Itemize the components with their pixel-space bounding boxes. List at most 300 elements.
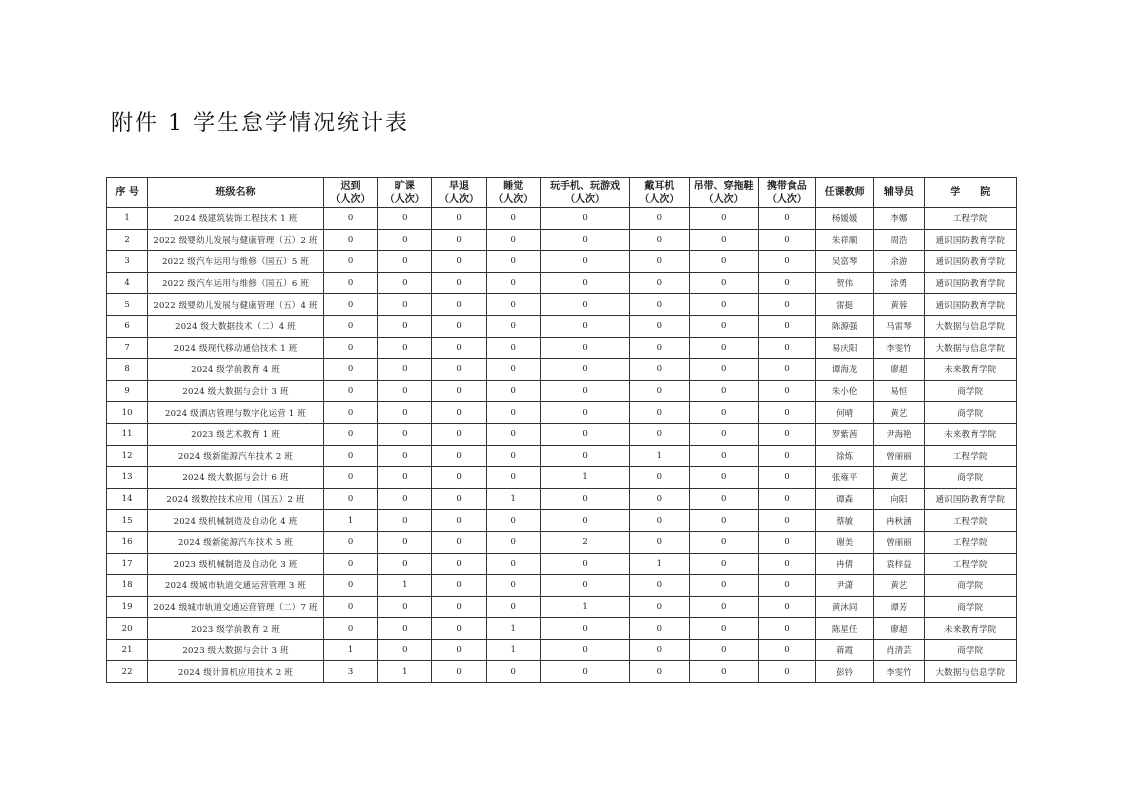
cell-phone-games: 0 <box>540 208 629 230</box>
header-absent <box>378 178 432 208</box>
cell-college: 大数据与信息学院 <box>924 315 1016 337</box>
cell-leave-early: 0 <box>432 380 486 402</box>
cell-late: 0 <box>323 294 377 316</box>
table-row <box>107 229 1017 251</box>
cell-counselor: 黄艺 <box>874 402 924 424</box>
cell-college: 商学院 <box>924 380 1016 402</box>
cell-food: 0 <box>758 423 815 445</box>
cell-leave-early: 0 <box>432 229 486 251</box>
cell-absent: 1 <box>378 661 432 683</box>
table-row <box>107 596 1017 618</box>
cell-earphones: 0 <box>630 272 689 294</box>
cell-seq: 3 <box>107 251 148 273</box>
cell-slippers: 0 <box>689 531 758 553</box>
cell-absent: 0 <box>378 251 432 273</box>
cell-slippers: 0 <box>689 445 758 467</box>
cell-counselor: 马雷琴 <box>874 315 924 337</box>
cell-college: 通识国防教育学院 <box>924 272 1016 294</box>
cell-seq: 16 <box>107 531 148 553</box>
cell-leave-early: 0 <box>432 618 486 640</box>
table-row <box>107 445 1017 467</box>
cell-phone-games: 0 <box>540 272 629 294</box>
cell-college: 通识国防教育学院 <box>924 488 1016 510</box>
cell-sleep: 0 <box>486 272 540 294</box>
cell-sleep: 0 <box>486 510 540 532</box>
table-row <box>107 423 1017 445</box>
cell-slippers: 0 <box>689 618 758 640</box>
header-label: 班级名称 <box>215 187 256 198</box>
cell-class-name: 2024 级新能源汽车技术 2 班 <box>148 445 324 467</box>
header-label: 辅导员 <box>883 187 914 198</box>
cell-slippers: 0 <box>689 510 758 532</box>
cell-teacher: 陈源强 <box>816 315 874 337</box>
cell-late: 0 <box>323 272 377 294</box>
cell-slippers: 0 <box>689 575 758 597</box>
cell-seq: 6 <box>107 315 148 337</box>
cell-phone-games: 0 <box>540 510 629 532</box>
cell-absent: 0 <box>378 510 432 532</box>
cell-slippers: 0 <box>689 423 758 445</box>
cell-earphones: 0 <box>630 467 689 489</box>
cell-leave-early: 0 <box>432 315 486 337</box>
cell-sleep: 0 <box>486 596 540 618</box>
cell-teacher: 吴富琴 <box>816 251 874 273</box>
cell-sleep: 0 <box>486 294 540 316</box>
cell-college: 通识国防教育学院 <box>924 229 1016 251</box>
table-row <box>107 510 1017 532</box>
header-sleep <box>486 178 540 208</box>
header-label: 学 院 <box>950 187 991 198</box>
table-row <box>107 208 1017 230</box>
cell-teacher: 徐炼 <box>816 445 874 467</box>
cell-seq: 1 <box>107 208 148 230</box>
cell-food: 0 <box>758 661 815 683</box>
cell-earphones: 1 <box>630 553 689 575</box>
cell-counselor: 黄艺 <box>874 467 924 489</box>
cell-college: 通识国防教育学院 <box>924 251 1016 273</box>
cell-class-name: 2024 级大数据与会计 3 班 <box>148 380 324 402</box>
cell-teacher: 谭海龙 <box>816 359 874 381</box>
cell-class-name: 2024 级学前教育 4 班 <box>148 359 324 381</box>
cell-seq: 22 <box>107 661 148 683</box>
cell-phone-games: 0 <box>540 294 629 316</box>
cell-seq: 19 <box>107 596 148 618</box>
cell-absent: 0 <box>378 467 432 489</box>
cell-seq: 10 <box>107 402 148 424</box>
cell-phone-games: 0 <box>540 445 629 467</box>
cell-absent: 0 <box>378 445 432 467</box>
cell-slippers: 0 <box>689 402 758 424</box>
cell-teacher: 谭森 <box>816 488 874 510</box>
cell-slippers: 0 <box>689 229 758 251</box>
document-title: 附件 1 学生怠学情况统计表 <box>111 111 409 136</box>
header-label: 吊带、穿拖鞋 <box>693 180 754 192</box>
cell-class-name: 2022 级汽车运用与维修（国五）5 班 <box>148 251 324 273</box>
header-late <box>323 178 377 208</box>
cell-slippers: 0 <box>689 251 758 273</box>
cell-class-name: 2022 级婴幼儿发展与健康管理（五）4 班 <box>148 294 324 316</box>
cell-late: 0 <box>323 380 377 402</box>
cell-late: 0 <box>323 596 377 618</box>
cell-absent: 0 <box>378 359 432 381</box>
cell-counselor: 涂勇 <box>874 272 924 294</box>
cell-seq: 17 <box>107 553 148 575</box>
cell-late: 0 <box>323 315 377 337</box>
cell-counselor: 冉秋涵 <box>874 510 924 532</box>
cell-counselor: 廖超 <box>874 359 924 381</box>
cell-phone-games: 0 <box>540 359 629 381</box>
cell-class-name: 2023 级艺术教育 1 班 <box>148 423 324 445</box>
cell-phone-games: 2 <box>540 531 629 553</box>
cell-teacher: 冉倩 <box>816 553 874 575</box>
cell-sleep: 0 <box>486 359 540 381</box>
cell-leave-early: 0 <box>432 639 486 661</box>
cell-food: 0 <box>758 618 815 640</box>
cell-late: 0 <box>323 531 377 553</box>
cell-leave-early: 0 <box>432 575 486 597</box>
cell-slippers: 0 <box>689 380 758 402</box>
cell-late: 0 <box>323 423 377 445</box>
cell-phone-games: 0 <box>540 488 629 510</box>
cell-phone-games: 0 <box>540 575 629 597</box>
cell-absent: 0 <box>378 639 432 661</box>
cell-earphones: 0 <box>630 510 689 532</box>
table-row <box>107 294 1017 316</box>
cell-slippers: 0 <box>689 639 758 661</box>
cell-teacher: 谢美 <box>816 531 874 553</box>
cell-college: 商学院 <box>924 596 1016 618</box>
cell-late: 3 <box>323 661 377 683</box>
cell-food: 0 <box>758 251 815 273</box>
cell-absent: 0 <box>378 553 432 575</box>
cell-sleep: 0 <box>486 467 540 489</box>
cell-food: 0 <box>758 380 815 402</box>
cell-absent: 0 <box>378 380 432 402</box>
cell-late: 0 <box>323 208 377 230</box>
header-counselor <box>874 178 924 208</box>
cell-phone-games: 0 <box>540 337 629 359</box>
cell-late: 0 <box>323 402 377 424</box>
cell-earphones: 0 <box>630 661 689 683</box>
cell-earphones: 0 <box>630 315 689 337</box>
cell-teacher: 雷挺 <box>816 294 874 316</box>
cell-earphones: 0 <box>630 359 689 381</box>
cell-counselor: 谭芳 <box>874 596 924 618</box>
cell-slippers: 0 <box>689 488 758 510</box>
cell-counselor: 曾丽丽 <box>874 531 924 553</box>
cell-class-name: 2024 级大数据技术（二）4 班 <box>148 315 324 337</box>
table-row <box>107 639 1017 661</box>
cell-sleep: 1 <box>486 488 540 510</box>
table-row <box>107 337 1017 359</box>
cell-food: 0 <box>758 208 815 230</box>
cell-food: 0 <box>758 294 815 316</box>
cell-seq: 11 <box>107 423 148 445</box>
cell-earphones: 0 <box>630 575 689 597</box>
cell-counselor: 李雯竹 <box>874 337 924 359</box>
cell-food: 0 <box>758 575 815 597</box>
cell-food: 0 <box>758 402 815 424</box>
cell-counselor: 余游 <box>874 251 924 273</box>
cell-absent: 0 <box>378 272 432 294</box>
cell-leave-early: 0 <box>432 359 486 381</box>
cell-seq: 18 <box>107 575 148 597</box>
cell-teacher: 罗紫茜 <box>816 423 874 445</box>
cell-absent: 0 <box>378 337 432 359</box>
table-header-row <box>107 178 1017 208</box>
cell-food: 0 <box>758 467 815 489</box>
cell-class-name: 2024 级酒店管理与数字化运营 1 班 <box>148 402 324 424</box>
cell-earphones: 0 <box>630 423 689 445</box>
cell-college: 工程学院 <box>924 208 1016 230</box>
cell-slippers: 0 <box>689 553 758 575</box>
cell-sleep: 1 <box>486 618 540 640</box>
cell-sleep: 0 <box>486 380 540 402</box>
header-unit: （人次） <box>565 193 606 205</box>
cell-earphones: 0 <box>630 639 689 661</box>
cell-phone-games: 0 <box>540 553 629 575</box>
cell-earphones: 0 <box>630 402 689 424</box>
cell-counselor: 李雯竹 <box>874 661 924 683</box>
cell-counselor: 李娜 <box>874 208 924 230</box>
cell-sleep: 0 <box>486 208 540 230</box>
cell-seq: 14 <box>107 488 148 510</box>
cell-sleep: 0 <box>486 531 540 553</box>
cell-counselor: 黄蓉 <box>874 294 924 316</box>
cell-counselor: 尹海艳 <box>874 423 924 445</box>
cell-leave-early: 0 <box>432 294 486 316</box>
cell-teacher: 尹潇 <box>816 575 874 597</box>
header-college <box>924 178 1016 208</box>
cell-college: 工程学院 <box>924 510 1016 532</box>
cell-leave-early: 0 <box>432 208 486 230</box>
cell-food: 0 <box>758 531 815 553</box>
table-row <box>107 380 1017 402</box>
cell-earphones: 0 <box>630 618 689 640</box>
cell-counselor: 向阳 <box>874 488 924 510</box>
cell-phone-games: 1 <box>540 596 629 618</box>
cell-teacher: 彭钤 <box>816 661 874 683</box>
cell-sleep: 0 <box>486 661 540 683</box>
cell-food: 0 <box>758 510 815 532</box>
cell-slippers: 0 <box>689 596 758 618</box>
cell-late: 0 <box>323 488 377 510</box>
cell-leave-early: 0 <box>432 510 486 532</box>
cell-earphones: 0 <box>630 337 689 359</box>
cell-teacher: 朱小伦 <box>816 380 874 402</box>
header-slippers <box>689 178 758 208</box>
cell-college: 商学院 <box>924 402 1016 424</box>
cell-absent: 0 <box>378 208 432 230</box>
cell-phone-games: 0 <box>540 251 629 273</box>
cell-sleep: 0 <box>486 575 540 597</box>
cell-late: 0 <box>323 575 377 597</box>
cell-teacher: 何晴 <box>816 402 874 424</box>
cell-counselor: 廖超 <box>874 618 924 640</box>
cell-sleep: 0 <box>486 402 540 424</box>
cell-college: 大数据与信息学院 <box>924 337 1016 359</box>
cell-seq: 20 <box>107 618 148 640</box>
cell-earphones: 0 <box>630 531 689 553</box>
cell-sleep: 0 <box>486 251 540 273</box>
cell-counselor: 黄艺 <box>874 575 924 597</box>
cell-late: 0 <box>323 359 377 381</box>
header-label: 睡觉 <box>503 180 524 192</box>
cell-earphones: 0 <box>630 294 689 316</box>
cell-late: 0 <box>323 445 377 467</box>
cell-leave-early: 0 <box>432 531 486 553</box>
cell-absent: 0 <box>378 488 432 510</box>
header-unit: （人次） <box>766 193 807 205</box>
header-unit: （人次） <box>384 193 425 205</box>
cell-food: 0 <box>758 596 815 618</box>
cell-sleep: 0 <box>486 337 540 359</box>
cell-sleep: 0 <box>486 553 540 575</box>
cell-earphones: 0 <box>630 380 689 402</box>
cell-leave-early: 0 <box>432 553 486 575</box>
cell-phone-games: 0 <box>540 229 629 251</box>
cell-college: 未来教育学院 <box>924 359 1016 381</box>
cell-phone-games: 0 <box>540 639 629 661</box>
cell-teacher: 黄沐同 <box>816 596 874 618</box>
cell-class-name: 2023 级学前教育 2 班 <box>148 618 324 640</box>
header-label: 旷课 <box>394 180 415 192</box>
cell-late: 1 <box>323 510 377 532</box>
cell-earphones: 1 <box>630 445 689 467</box>
cell-earphones: 0 <box>630 229 689 251</box>
cell-seq: 7 <box>107 337 148 359</box>
cell-leave-early: 0 <box>432 445 486 467</box>
cell-class-name: 2023 级大数据与会计 3 班 <box>148 639 324 661</box>
cell-college: 未来教育学院 <box>924 618 1016 640</box>
header-earphones <box>630 178 689 208</box>
cell-seq: 2 <box>107 229 148 251</box>
cell-leave-early: 0 <box>432 596 486 618</box>
table-row <box>107 467 1017 489</box>
table-row <box>107 618 1017 640</box>
cell-late: 0 <box>323 618 377 640</box>
table-row <box>107 272 1017 294</box>
header-leave-early <box>432 178 486 208</box>
cell-sleep: 0 <box>486 315 540 337</box>
cell-food: 0 <box>758 445 815 467</box>
cell-earphones: 0 <box>630 208 689 230</box>
cell-food: 0 <box>758 337 815 359</box>
cell-teacher: 杨媛媛 <box>816 208 874 230</box>
cell-class-name: 2024 级建筑装饰工程技术 1 班 <box>148 208 324 230</box>
cell-phone-games: 0 <box>540 315 629 337</box>
cell-slippers: 0 <box>689 359 758 381</box>
cell-college: 商学院 <box>924 467 1016 489</box>
cell-teacher: 朱祥顺 <box>816 229 874 251</box>
cell-late: 1 <box>323 639 377 661</box>
cell-slippers: 0 <box>689 467 758 489</box>
cell-sleep: 1 <box>486 639 540 661</box>
table-row <box>107 402 1017 424</box>
cell-seq: 4 <box>107 272 148 294</box>
cell-sleep: 0 <box>486 229 540 251</box>
cell-college: 工程学院 <box>924 553 1016 575</box>
cell-leave-early: 0 <box>432 272 486 294</box>
cell-food: 0 <box>758 488 815 510</box>
cell-class-name: 2024 级现代移动通信技术 1 班 <box>148 337 324 359</box>
header-label: 任课教师 <box>824 187 865 198</box>
cell-absent: 0 <box>378 294 432 316</box>
header-label: 携带食品 <box>766 180 807 192</box>
cell-class-name: 2024 级大数据与会计 6 班 <box>148 467 324 489</box>
cell-counselor: 袁梓益 <box>874 553 924 575</box>
cell-class-name: 2022 级婴幼儿发展与健康管理（五）2 班 <box>148 229 324 251</box>
table-body <box>107 208 1017 683</box>
cell-absent: 0 <box>378 229 432 251</box>
header-label: 玩手机、玩游戏 <box>550 180 621 192</box>
header-unit: （人次） <box>493 193 534 205</box>
cell-food: 0 <box>758 359 815 381</box>
cell-class-name: 2024 级数控技术应用（国五）2 班 <box>148 488 324 510</box>
cell-class-name: 2023 级机械制造及自动化 3 班 <box>148 553 324 575</box>
cell-slippers: 0 <box>689 661 758 683</box>
table-row <box>107 531 1017 553</box>
cell-college: 未来教育学院 <box>924 423 1016 445</box>
header-unit: （人次） <box>639 193 680 205</box>
header-label: 早退 <box>449 180 470 192</box>
cell-class-name: 2024 级城市轨道交通运营管理 3 班 <box>148 575 324 597</box>
header-label: 戴耳机 <box>644 180 675 192</box>
cell-phone-games: 0 <box>540 618 629 640</box>
cell-slippers: 0 <box>689 294 758 316</box>
cell-earphones: 0 <box>630 251 689 273</box>
table-row <box>107 359 1017 381</box>
cell-leave-early: 0 <box>432 251 486 273</box>
header-label: 迟到 <box>340 180 361 192</box>
cell-late: 0 <box>323 467 377 489</box>
cell-leave-early: 0 <box>432 488 486 510</box>
cell-teacher: 蔡敏 <box>816 510 874 532</box>
cell-seq: 12 <box>107 445 148 467</box>
header-label: 序 号 <box>115 187 139 198</box>
cell-seq: 5 <box>107 294 148 316</box>
cell-counselor: 周浩 <box>874 229 924 251</box>
cell-teacher: 易庆阳 <box>816 337 874 359</box>
cell-absent: 0 <box>378 596 432 618</box>
cell-sleep: 0 <box>486 445 540 467</box>
cell-seq: 21 <box>107 639 148 661</box>
cell-college: 工程学院 <box>924 445 1016 467</box>
cell-college: 商学院 <box>924 639 1016 661</box>
cell-teacher: 贺伟 <box>816 272 874 294</box>
cell-class-name: 2024 级计算机应用技术 2 班 <box>148 661 324 683</box>
cell-earphones: 0 <box>630 488 689 510</box>
cell-food: 0 <box>758 553 815 575</box>
cell-college: 通识国防教育学院 <box>924 294 1016 316</box>
cell-food: 0 <box>758 229 815 251</box>
cell-seq: 13 <box>107 467 148 489</box>
cell-counselor: 肖清芸 <box>874 639 924 661</box>
cell-food: 0 <box>758 315 815 337</box>
cell-absent: 0 <box>378 315 432 337</box>
cell-absent: 0 <box>378 531 432 553</box>
table-row <box>107 575 1017 597</box>
cell-teacher: 陈星任 <box>816 618 874 640</box>
header-seq <box>107 178 148 208</box>
cell-class-name: 2024 级城市轨道交通运营管理（二）7 班 <box>148 596 324 618</box>
header-phone-games <box>540 178 629 208</box>
cell-leave-early: 0 <box>432 337 486 359</box>
cell-leave-early: 0 <box>432 467 486 489</box>
table-row <box>107 661 1017 683</box>
header-unit: （人次） <box>330 193 371 205</box>
cell-class-name: 2024 级新能源汽车技术 5 班 <box>148 531 324 553</box>
